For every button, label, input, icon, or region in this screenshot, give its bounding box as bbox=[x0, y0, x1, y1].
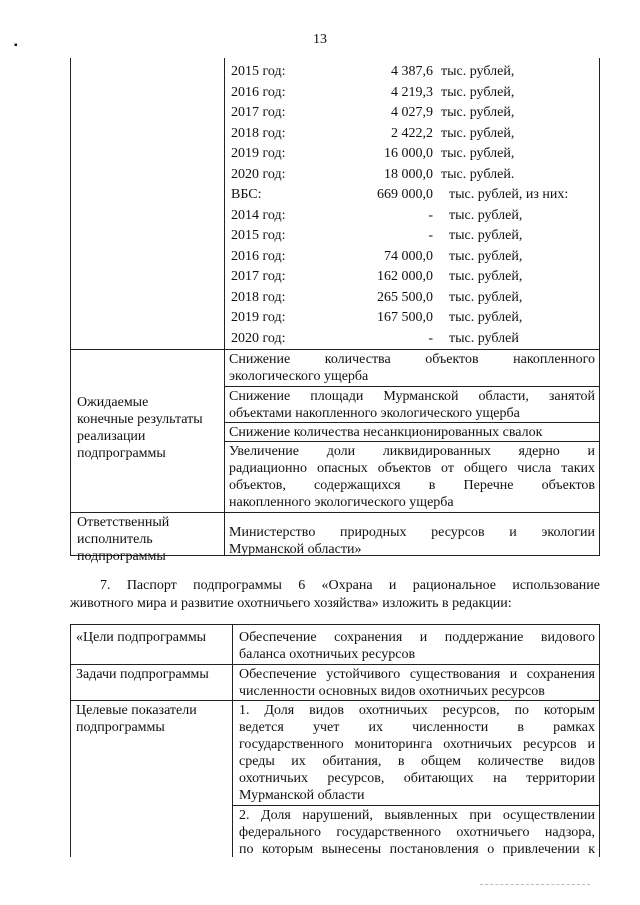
row-divider bbox=[71, 664, 599, 665]
financing-row: 2016 год: 74 000,0 тыс. рублей, bbox=[231, 248, 523, 264]
financing-row: 2016 год: 4 219,3 тыс. рублей, bbox=[231, 84, 515, 100]
subprogram-6-passport-table bbox=[70, 624, 600, 857]
page-number: 13 bbox=[313, 32, 327, 47]
row-divider bbox=[224, 441, 599, 442]
row-divider bbox=[224, 386, 599, 387]
scan-mark: ▪ bbox=[14, 40, 18, 51]
result-item: Снижение площади Мурманской области, занятой объектами накопленного экологического ущерба bbox=[229, 389, 595, 421]
result-item: Увеличение доли ликвидированных ядерно и радиационно опасных объектов от общего числа таких объектов, содержащихся в Перечне объектов накопленного экологического ущерба bbox=[229, 444, 595, 510]
financing-row: 2019 год: 167 500,0 тыс. рублей, bbox=[231, 310, 523, 325]
result-item: Снижение количества несанкционированных свалок bbox=[229, 425, 543, 440]
passport-table-continued bbox=[70, 58, 600, 564]
goals-label: «Цели подпрограммы bbox=[76, 630, 207, 645]
goals-value: Обеспечение сохранения и поддержание видового баланса охотничьих ресурсов bbox=[239, 630, 595, 662]
row-divider bbox=[224, 422, 599, 423]
amendment-paragraph: 7. Паспорт подпрограммы 6 «Охрана и рациональное использование животного мира и развитие охотничьего хозяйства» изложить в редакции: bbox=[70, 578, 600, 611]
financing-row: 2019 год: 16 000,0 тыс. рублей, bbox=[231, 146, 515, 161]
financing-row: 2015 год: - тыс. рублей, bbox=[231, 228, 523, 243]
tasks-label: Задачи подпрограммы bbox=[76, 667, 209, 682]
scan-edge-mark bbox=[480, 884, 590, 885]
financing-row: 2018 год: 265 500,0 тыс. рублей, bbox=[231, 289, 523, 305]
result-item: Снижение количества объектов накопленного экологического ущерба bbox=[229, 352, 595, 384]
row-divider bbox=[71, 349, 599, 350]
financing-row: 2020 год: - тыс. рублей bbox=[231, 330, 519, 346]
results-label: Ожидаемые конечные результаты реализации подпрограммы bbox=[77, 395, 203, 461]
financing-row: 2014 год: - тыс. рублей, bbox=[231, 207, 523, 223]
financing-row: 2017 год: 162 000,0 тыс. рублей, bbox=[231, 269, 523, 284]
row-divider bbox=[71, 700, 599, 701]
responsible-label: Ответственный исполнитель подпрограммы bbox=[77, 515, 170, 564]
responsible-value: Министерство природных ресурсов и экологии Мурманской области» bbox=[229, 525, 595, 557]
tasks-value: Обеспечение устойчивого существования и сохранения численности основных видов охотничьих ресурсов bbox=[239, 667, 595, 699]
financing-row: 2017 год: 4 027,9 тыс. рублей, bbox=[231, 105, 515, 120]
column-divider bbox=[224, 58, 225, 555]
indicators-label: Целевые показатели подпрограммы bbox=[76, 703, 197, 735]
row-divider bbox=[71, 512, 599, 513]
row-divider bbox=[232, 805, 599, 806]
indicator-2: 2. Доля нарушений, выявленных при осуществлении федерального государственного охотничьего надзора, по которым вынесены постановления о привлечении к bbox=[239, 808, 595, 857]
indicator-1: 1. Доля видов охотничьих ресурсов, по которым ведется учет их численности в рамках государственного мониторинга охотничьих ресурсов и среды их обитания, в общем количестве видов охотничьих ресурсов, обитающих на территории Мурманской области bbox=[239, 703, 595, 803]
financing-row: 2020 год: 18 000,0 тыс. рублей. bbox=[231, 166, 515, 182]
financing-row: ВБС: 669 000,0 тыс. рублей, из них: bbox=[231, 187, 569, 202]
financing-row: 2015 год: 4 387,6 тыс. рублей, bbox=[231, 64, 515, 79]
financing-list bbox=[229, 62, 601, 349]
column-divider bbox=[232, 625, 233, 857]
financing-row: 2018 год: 2 422,2 тыс. рублей, bbox=[231, 125, 515, 141]
